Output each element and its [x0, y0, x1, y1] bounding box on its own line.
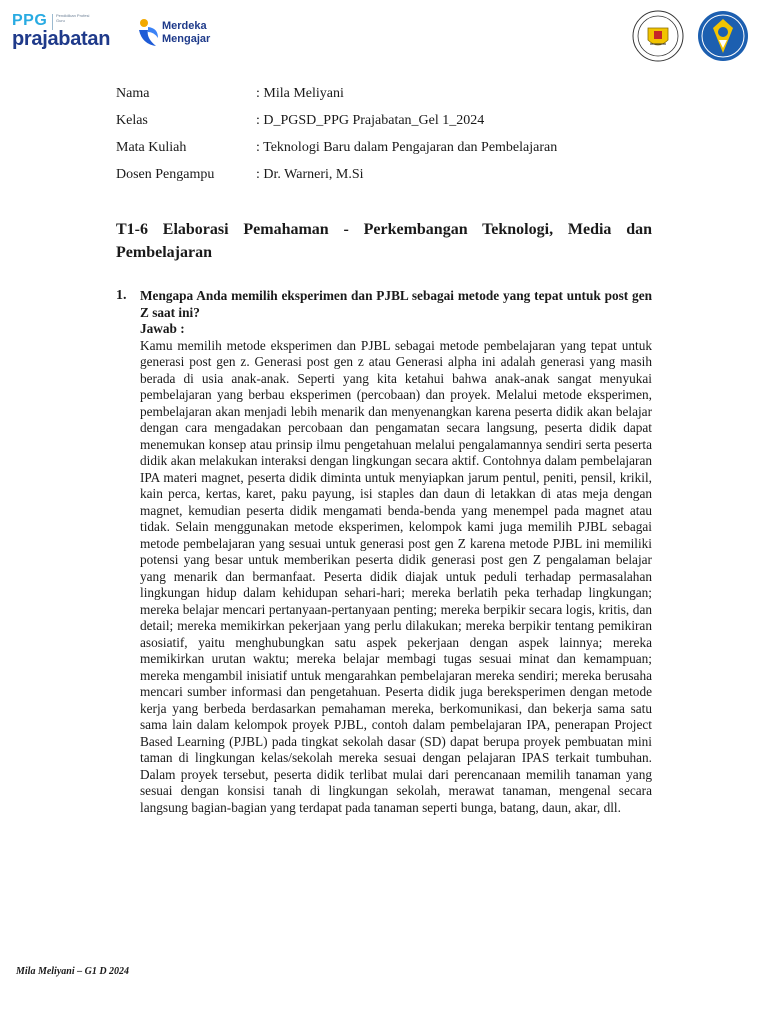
info-value: : D_PGSD_PPG Prajabatan_Gel 1_2024 — [256, 113, 485, 128]
info-label: Nama — [116, 86, 150, 101]
info-value: : Teknologi Baru dalam Pengajaran dan Pembelajaran — [256, 140, 558, 155]
info-label: Dosen Pengampu — [116, 167, 215, 182]
answer-label: Jawab : — [140, 321, 185, 336]
answer-text: Kamu memilih metode eksperimen dan PJBL sebagai metode pembelajaran yang tepat untuk generasi post gen z. Generasi post gen z atau Generasi alpha ini adalah generasi yang masih berada di usia anak-anak. Seperti yang kita ketahui bahwa anak-anak sangat menyukai pembelajaran yang berbau eksperimen (percobaan) dan proyek. Melalui metode eksperimen, pembelajaran akan menjadi lebih menarik dan menyenangkan karena peserta didik akan belajar dengan cara mengadakan percobaan dan pengamatan secara langsung, peserta didik dapat menemukan konsep atau prinsip ilmu pengetahuan melalui pengalamannya sendiri serta peserta didik akan melakukan interaksi dengan lingkungan secara aktif. Contohnya dalam pembelajaran IPA materi magnet, peserta didik diminta untuk menyiapkan jarum pentul, peniti, pensil, krikil, kain perca, kertas, karet, paku payung, isi staples dan daun di letakkan di atas meja dengan magnet, kemudian peserta didik mengamati benda-benda yang menempel pada magnet atau tidak. Selain menggunakan metode eksperimen, kelompok kami juga memilih PJBL sebagai metode pembelajaran yang sesuai untuk generasi post gen Z karena metode PJBL ini memiliki potensi yang besar untuk memberikan peserta didik generasi post gen Z pengalaman belajar yang menarik dan bermanfaat. Peserta didik diajak untuk peduli terhadap permasalahan lingkungan hidup dalam kehidupan sehari-hari; mereka berlatih peka terhadap lingkungan; mereka belajar mencari pertanyaan-pertanyaan penting; mereka berpikir secara logis, kritis, dan detail; mereka memikirkan pekerjaan yang perlu dilakukan; mereka berpikir tentang pemikiran asosiatif, yaitu menghubungkan satu aspek pekerjaan dengan aspek lainnya; mereka memikirkan urutan waktu; mereka belajar membagi tugas sesuai minat dan kemampuan; mereka mengambil inisiatif untuk mengarahkan pembelajaran mereka sendiri; mereka berusaha mencari sumber informasi dan pengetahuan. Peserta didik juga bereksperimen dengan metode kerja yang berbeda berdasarkan pemahaman mereka, berkomunikasi, dan bekerja sama satu sama lain dalam kelompok proyek PJBL, contoh dalam pembelajaran IPA, penerapan Project Based Learning (PJBL) pada tingkat sekolah dasar (SD) dapat berupa proyek pembuatan mini taman di lingkungan kelas/sekolah mereka sesuai dengan pelajaran IPAS terkait tumbuhan. Dalam proyek tersebut, peserta didik terlibat mulai dari perencanaan memilih tanaman yang sesuai dengan konsisi tanah di lingkungan sekolah, merawat tanaman, mengenal secara langsung bagian-bagian yang terdapat pada tanaman seperti bunga, batang, daun, akar, dll. — [140, 337, 652, 815]
info-label: Mata Kuliah — [116, 140, 187, 155]
question-number: 1. — [116, 288, 127, 303]
ppg-logo-text: PPG — [12, 12, 48, 29]
tut-wuri-handayani-seal-icon — [697, 10, 749, 62]
page-footer: Mila Meliyani – G1 D 2024 — [16, 966, 130, 977]
ppg-prajabatan-logo — [12, 12, 118, 52]
merdeka-mengajar-logo — [136, 18, 226, 52]
prajabatan-logo-text: prajabatan — [12, 28, 111, 50]
info-value: : Mila Meliyani — [256, 86, 344, 101]
merdeka-mengajar-icon — [136, 18, 160, 48]
mengajar-text: Mengajar — [162, 33, 211, 45]
university-seal-icon — [632, 10, 684, 62]
info-label: Kelas — [116, 113, 148, 128]
question-block — [140, 288, 652, 816]
ppg-logo-subtext: Pendidikan Profesi Guru — [56, 13, 90, 23]
document-title: T1-6 Elaborasi Pemahaman - Perkembangan Teknologi, Media dan Pembelajaran — [116, 221, 652, 261]
merdeka-text: Merdeka — [162, 20, 207, 32]
info-value: : Dr. Warneri, M.Si — [256, 167, 364, 182]
page-header — [0, 0, 768, 70]
question-text: Mengapa Anda memilih eksperimen dan PJBL sebagai metode yang tepat untuk post gen Z saat ini? — [140, 288, 652, 320]
